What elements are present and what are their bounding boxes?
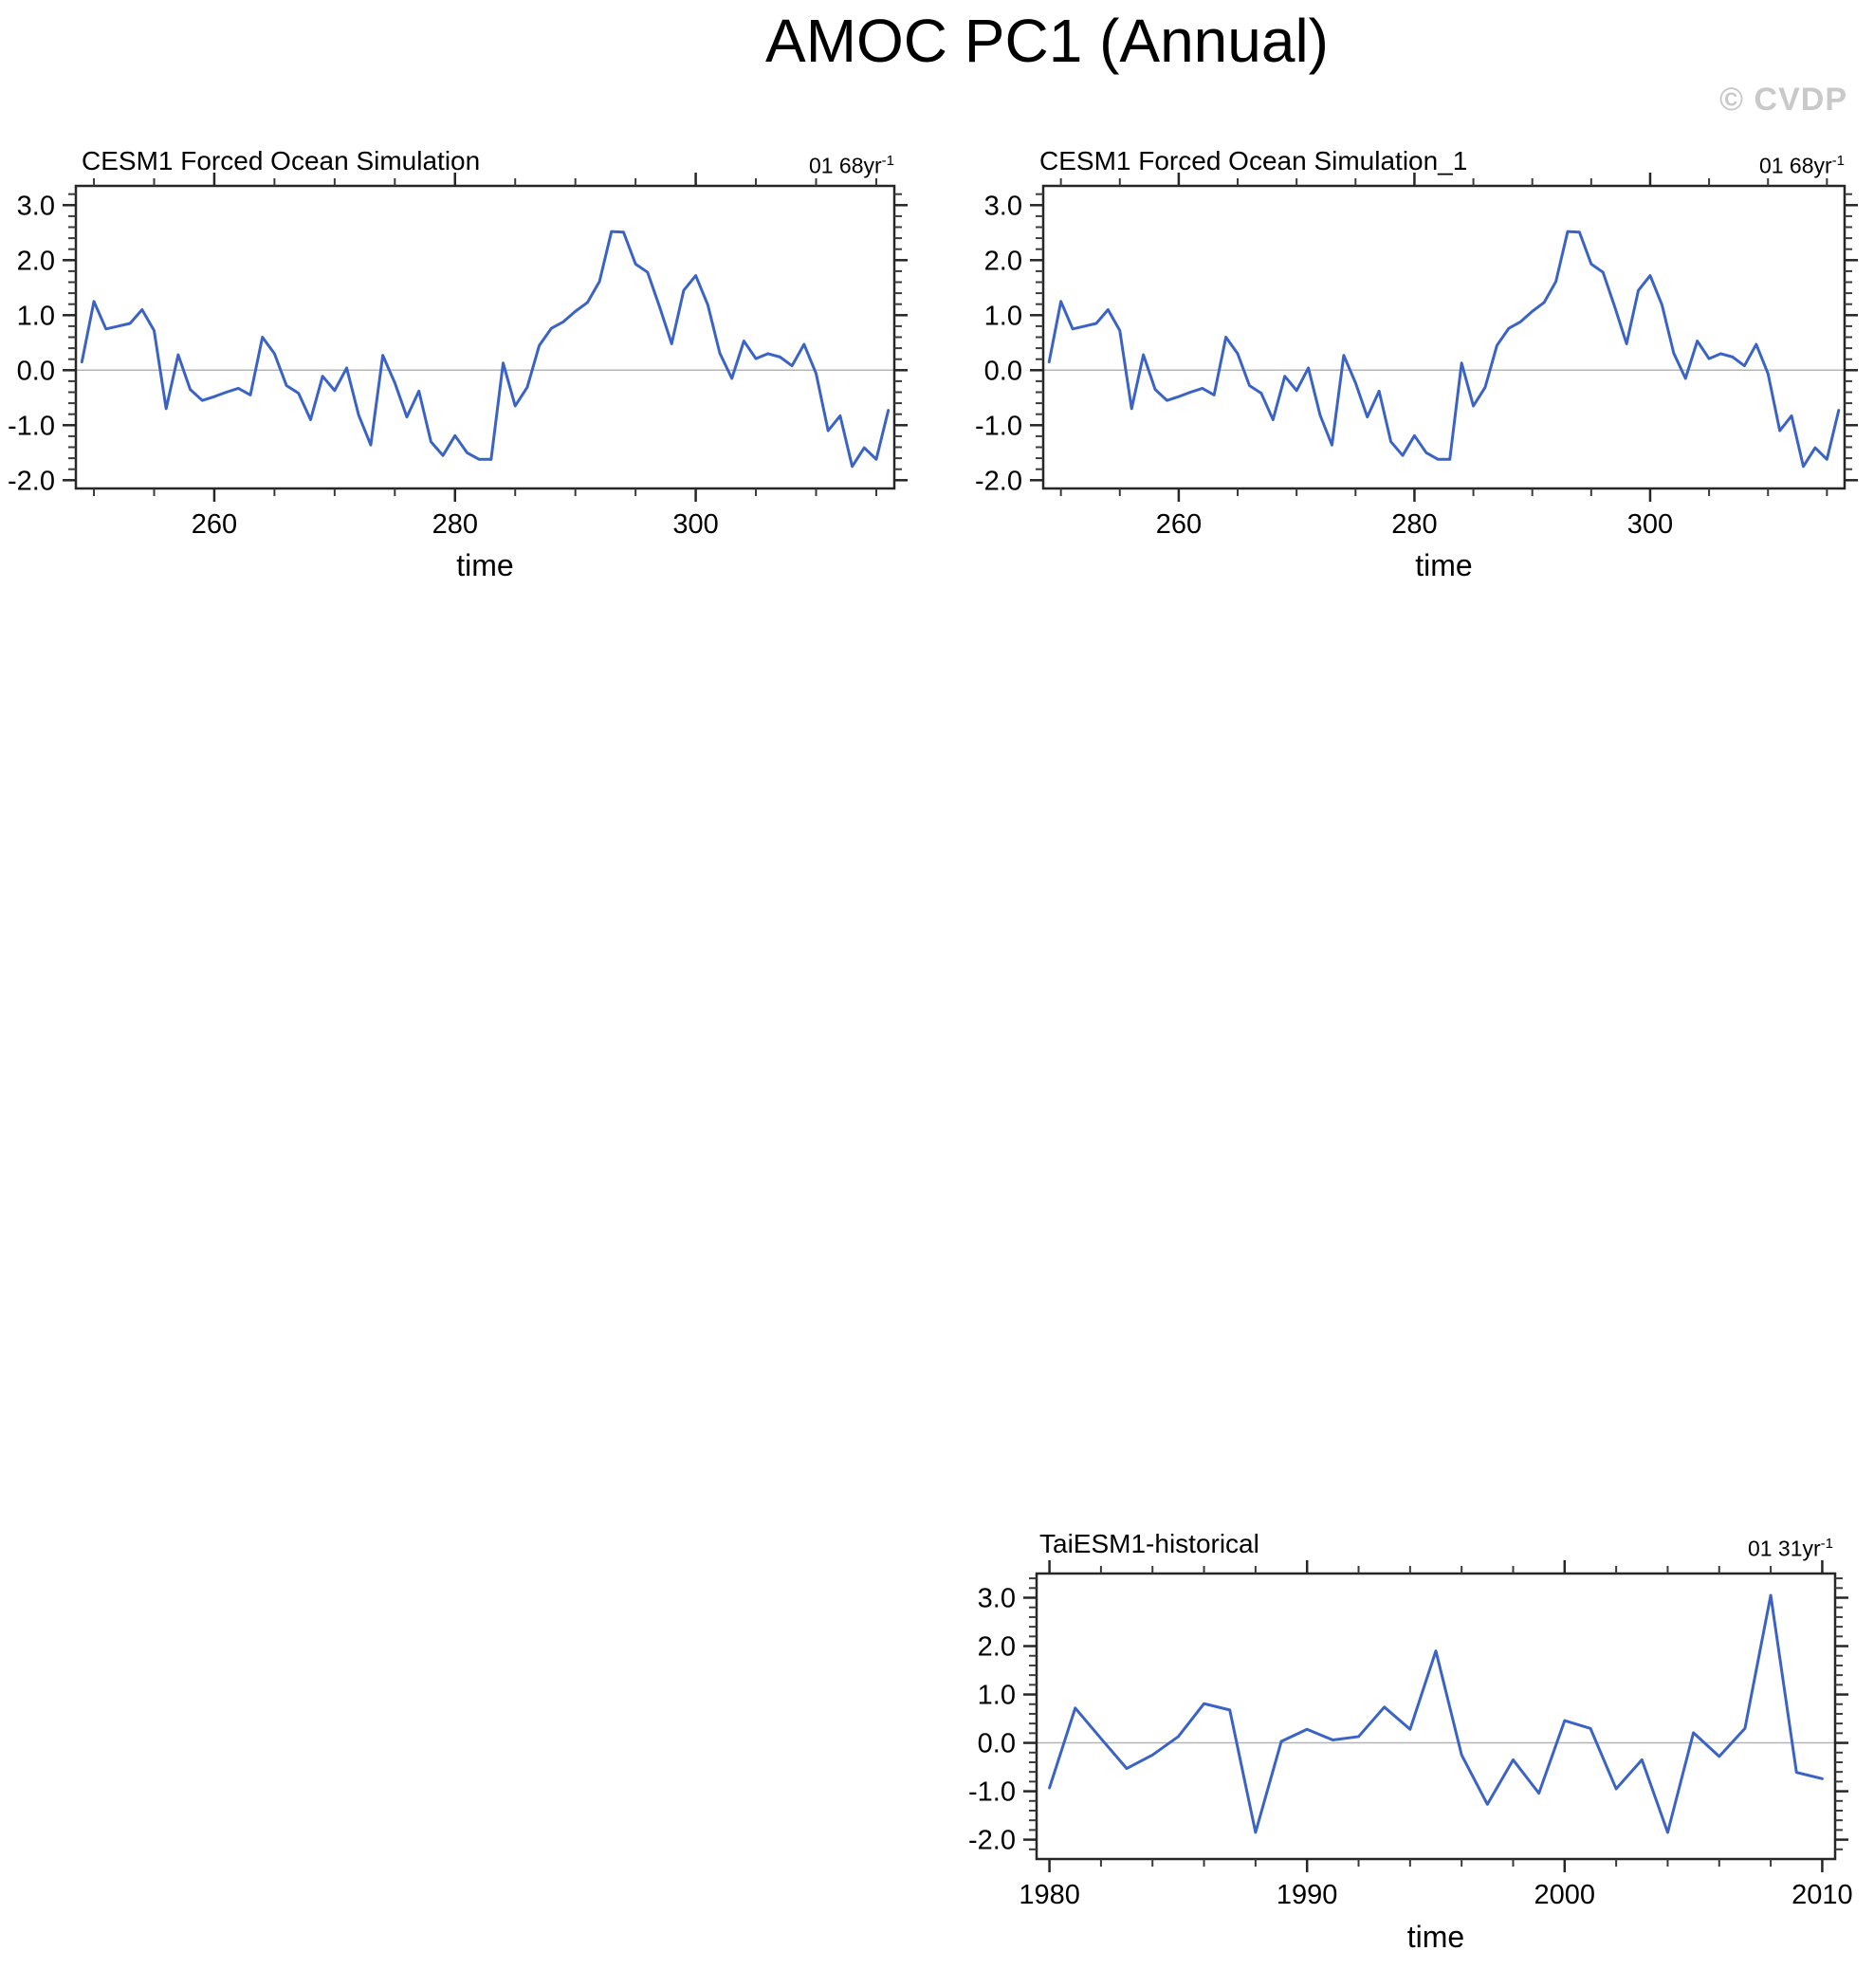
panel1-frequency-tag <box>610 153 894 179</box>
panel2-title: CESM1 Forced Ocean Simulation_1 <box>1039 146 1468 175</box>
panel2-tag-exponent: -1 <box>1831 153 1845 169</box>
y-tick-label: -2.0 <box>975 466 1022 497</box>
panel3-plot <box>929 1510 1874 1956</box>
y-tick-label: 0.0 <box>983 356 1022 387</box>
x-tick-label: 280 <box>1391 509 1438 540</box>
series-line <box>82 231 888 467</box>
x-tick-label: 300 <box>672 509 719 540</box>
panel1-x-axis-title: time <box>456 548 514 582</box>
panel2-x-axis-title: time <box>1415 548 1473 582</box>
y-tick-label: -2.0 <box>968 1825 1016 1856</box>
panel3-title: TaiESM1-historical <box>1039 1529 1259 1558</box>
panel3-tag-exponent: -1 <box>1820 1536 1833 1552</box>
panel2-frequency-tag <box>1560 153 1845 179</box>
y-tick-label: 2.0 <box>16 246 55 277</box>
x-tick-label: 300 <box>1626 509 1674 540</box>
panel3-x-axis-title: time <box>1406 1920 1465 1954</box>
y-tick-label: 0.0 <box>977 1728 1016 1759</box>
cvdp-watermark: © CVDP <box>1719 82 1847 118</box>
y-tick-label: -1.0 <box>975 411 1022 442</box>
x-tick-label: 260 <box>191 509 238 540</box>
plot-frame <box>1037 1574 1835 1859</box>
y-tick-label: 3.0 <box>983 191 1022 222</box>
plot-frame <box>76 186 894 488</box>
y-tick-label: 0.0 <box>16 356 55 387</box>
x-tick-label: 1990 <box>1276 1880 1338 1910</box>
x-tick-label: 260 <box>1155 509 1203 540</box>
x-tick-label: 280 <box>432 509 478 540</box>
panel2-tag-text: 01 68yr <box>1758 153 1832 178</box>
panel1-title: CESM1 Forced Ocean Simulation <box>82 146 481 175</box>
figure-title: AMOC PC1 (Annual) <box>765 7 1329 75</box>
x-tick-label: 1980 <box>1019 1880 1080 1910</box>
panel3-tag-text: 01 31yr <box>1747 1536 1821 1561</box>
y-tick-label: -1.0 <box>968 1776 1016 1808</box>
panel2-plot <box>948 123 1874 609</box>
x-tick-label: 2000 <box>1534 1880 1596 1910</box>
y-tick-label: 2.0 <box>983 246 1022 277</box>
panel1-tag-text: 01 68yr <box>808 153 882 178</box>
panel1-tag-exponent: -1 <box>881 153 894 169</box>
y-tick-label: 1.0 <box>983 301 1022 332</box>
y-tick-label: 3.0 <box>977 1583 1016 1614</box>
y-tick-label: -1.0 <box>8 411 55 442</box>
panel3-frequency-tag <box>1549 1536 1833 1562</box>
panel1-plot <box>0 123 948 609</box>
y-tick-label: 1.0 <box>977 1680 1016 1711</box>
y-tick-label: 2.0 <box>977 1631 1016 1663</box>
x-tick-label: 2010 <box>1791 1880 1853 1910</box>
y-tick-label: 3.0 <box>16 191 55 222</box>
series-line <box>1050 1595 1823 1832</box>
y-tick-label: -2.0 <box>8 466 55 497</box>
plot-frame <box>1043 186 1845 488</box>
series-line <box>1049 231 1839 467</box>
y-tick-label: 1.0 <box>16 301 55 332</box>
